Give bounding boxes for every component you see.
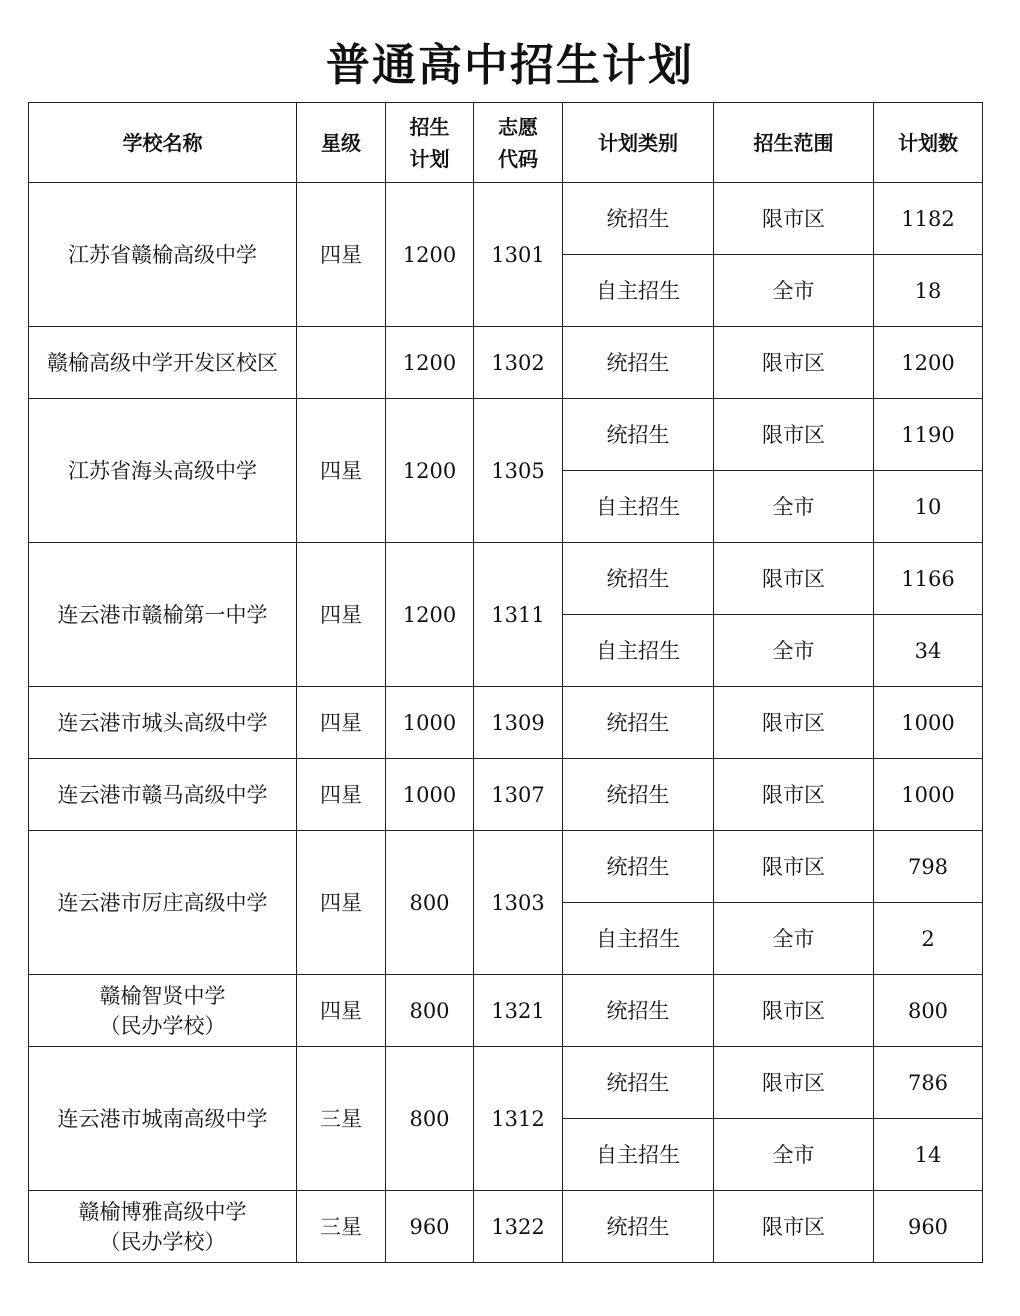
table-row (29, 543, 983, 615)
enrollment-plan-cell: 1200 (386, 183, 474, 327)
header-code-line1: 志愿 (498, 114, 538, 139)
school-name-note: （民办学校） (99, 1013, 226, 1038)
star-level-cell: 四星 (297, 759, 386, 831)
table-body (29, 183, 983, 1263)
school-name-cell (29, 543, 297, 687)
choice-code-cell: 1301 (474, 183, 563, 327)
header-scope: 招生范围 (714, 103, 874, 183)
star-level-cell: 四星 (297, 399, 386, 543)
table-row (29, 1191, 983, 1263)
table-row (29, 327, 983, 399)
school-name-cell (29, 831, 297, 975)
plan-count-cell: 34 (874, 615, 983, 687)
table-row (29, 759, 983, 831)
choice-code-cell: 1309 (474, 687, 563, 759)
star-level-cell: 四星 (297, 183, 386, 327)
table-row (29, 399, 983, 471)
enrollment-plan-cell: 1200 (386, 399, 474, 543)
header-plan (386, 103, 474, 183)
table-row (29, 1047, 983, 1119)
header-plan-line1: 招生 (409, 114, 450, 139)
star-level-cell: 三星 (297, 1191, 386, 1263)
choice-code-cell: 1312 (474, 1047, 563, 1191)
school-name-cell (29, 327, 297, 399)
plan-count-cell: 1190 (874, 399, 983, 471)
school-name-cell (29, 687, 297, 759)
school-name: 江苏省海头高级中学 (68, 458, 257, 483)
school-name: 连云港市城南高级中学 (57, 1106, 268, 1131)
choice-code-cell: 1322 (474, 1191, 563, 1263)
plan-category-cell: 统招生 (563, 399, 714, 471)
school-name-cell (29, 975, 297, 1047)
header-code-line2: 代码 (498, 146, 538, 171)
enrollment-scope-cell: 全市 (714, 255, 874, 327)
plan-count-cell: 798 (874, 831, 983, 903)
school-name: 江苏省赣榆高级中学 (68, 242, 257, 267)
header-star: 星级 (297, 103, 386, 183)
plan-category-cell: 统招生 (563, 831, 714, 903)
school-name-cell (29, 759, 297, 831)
enrollment-plan-cell: 800 (386, 975, 474, 1047)
enrollment-scope-cell: 限市区 (714, 687, 874, 759)
plan-category-cell: 统招生 (563, 327, 714, 399)
plan-count-cell: 14 (874, 1119, 983, 1191)
table-header-row (29, 103, 983, 183)
enrollment-plan-table (28, 102, 983, 1263)
school-name: 连云港市赣榆第一中学 (57, 602, 268, 627)
plan-category-cell: 统招生 (563, 975, 714, 1047)
plan-category-cell: 统招生 (563, 759, 714, 831)
school-name: 赣榆智贤中学 (99, 983, 226, 1008)
table-row (29, 831, 983, 903)
star-level-cell: 四星 (297, 543, 386, 687)
plan-category-cell: 统招生 (563, 1047, 714, 1119)
plan-count-cell: 10 (874, 471, 983, 543)
plan-count-cell: 800 (874, 975, 983, 1047)
school-name-cell (29, 1191, 297, 1263)
enrollment-scope-cell: 全市 (714, 1119, 874, 1191)
choice-code-cell: 1305 (474, 399, 563, 543)
plan-category-cell: 自主招生 (563, 255, 714, 327)
school-name-cell (29, 1047, 297, 1191)
plan-category-cell: 自主招生 (563, 1119, 714, 1191)
plan-count-cell: 18 (874, 255, 983, 327)
school-name: 赣榆博雅高级中学 (78, 1199, 247, 1224)
choice-code-cell: 1302 (474, 327, 563, 399)
table-row (29, 687, 983, 759)
school-name: 连云港市赣马高级中学 (57, 782, 268, 807)
plan-count-cell: 1000 (874, 687, 983, 759)
star-level-cell: 四星 (297, 975, 386, 1047)
header-code (474, 103, 563, 183)
plan-count-cell: 1000 (874, 759, 983, 831)
school-name: 连云港市城头高级中学 (57, 710, 268, 735)
table-row (29, 183, 983, 255)
enrollment-plan-cell: 800 (386, 1047, 474, 1191)
enrollment-scope-cell: 限市区 (714, 975, 874, 1047)
enrollment-scope-cell: 限市区 (714, 327, 874, 399)
enrollment-plan-cell: 1200 (386, 543, 474, 687)
choice-code-cell: 1303 (474, 831, 563, 975)
enrollment-scope-cell: 全市 (714, 471, 874, 543)
star-level-cell (297, 327, 386, 399)
enrollment-plan-cell: 800 (386, 831, 474, 975)
star-level-cell: 四星 (297, 831, 386, 975)
enrollment-scope-cell: 限市区 (714, 1191, 874, 1263)
enrollment-scope-cell: 限市区 (714, 543, 874, 615)
enrollment-scope-cell: 限市区 (714, 399, 874, 471)
enrollment-scope-cell: 限市区 (714, 759, 874, 831)
plan-count-cell: 960 (874, 1191, 983, 1263)
school-name-note: （民办学校） (99, 1229, 226, 1254)
enrollment-scope-cell: 限市区 (714, 183, 874, 255)
header-plan-line2: 计划 (409, 146, 450, 171)
plan-count-cell: 1182 (874, 183, 983, 255)
plan-category-cell: 自主招生 (563, 903, 714, 975)
school-name: 赣榆高级中学开发区校区 (47, 350, 278, 375)
star-level-cell: 三星 (297, 1047, 386, 1191)
plan-count-cell: 786 (874, 1047, 983, 1119)
plan-count-cell: 1166 (874, 543, 983, 615)
plan-category-cell: 统招生 (563, 687, 714, 759)
enrollment-scope-cell: 全市 (714, 615, 874, 687)
header-school: 学校名称 (29, 103, 297, 183)
header-category: 计划类别 (563, 103, 714, 183)
star-level-cell: 四星 (297, 687, 386, 759)
header-count: 计划数 (874, 103, 983, 183)
enrollment-scope-cell: 限市区 (714, 1047, 874, 1119)
plan-category-cell: 自主招生 (563, 471, 714, 543)
choice-code-cell: 1321 (474, 975, 563, 1047)
enrollment-plan-cell: 1200 (386, 327, 474, 399)
choice-code-cell: 1307 (474, 759, 563, 831)
enrollment-scope-cell: 全市 (714, 903, 874, 975)
choice-code-cell: 1311 (474, 543, 563, 687)
enrollment-plan-cell: 1000 (386, 687, 474, 759)
plan-category-cell: 统招生 (563, 1191, 714, 1263)
plan-count-cell: 2 (874, 903, 983, 975)
table-row (29, 975, 983, 1047)
enrollment-plan-cell: 1000 (386, 759, 474, 831)
school-name: 连云港市厉庄高级中学 (57, 890, 268, 915)
plan-category-cell: 统招生 (563, 183, 714, 255)
page-title: 普通高中招生计划 (326, 40, 694, 91)
enrollment-plan-cell: 960 (386, 1191, 474, 1263)
school-name-cell (29, 183, 297, 327)
plan-count-cell: 1200 (874, 327, 983, 399)
school-name-cell (29, 399, 297, 543)
plan-category-cell: 统招生 (563, 543, 714, 615)
plan-category-cell: 自主招生 (563, 615, 714, 687)
enrollment-scope-cell: 限市区 (714, 831, 874, 903)
